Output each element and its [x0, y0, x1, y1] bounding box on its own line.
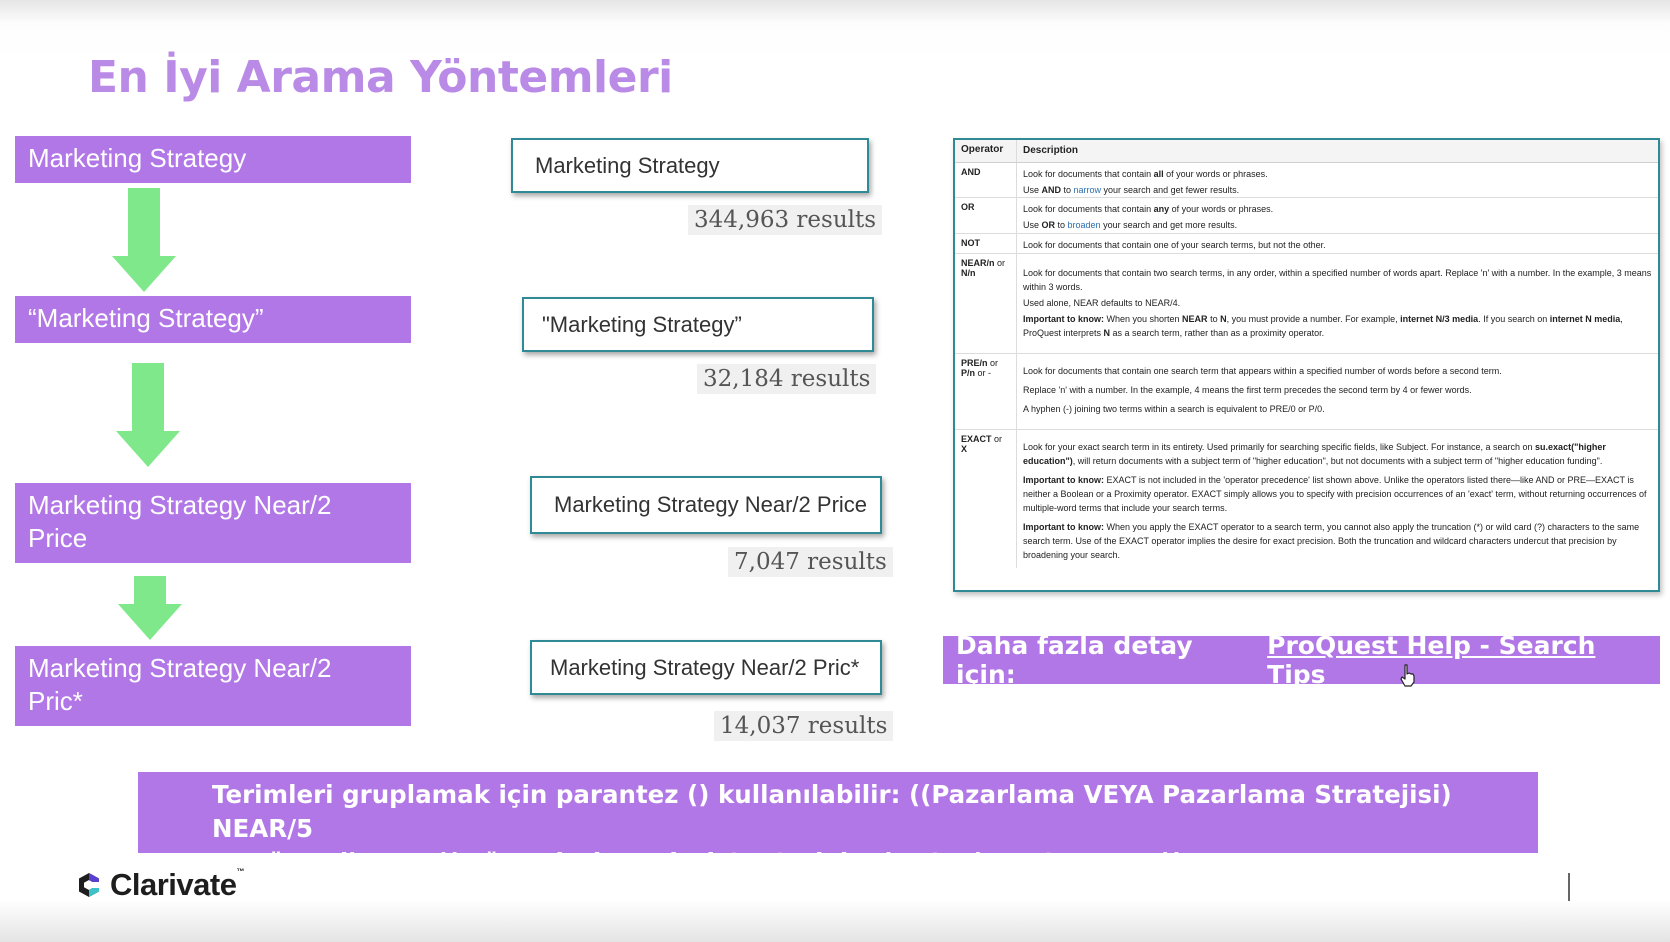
text: all: [1153, 169, 1164, 179]
table-row-pre: [955, 354, 1658, 430]
text: Look for documents that contain one of your search terms, but not the other.: [1023, 240, 1326, 250]
text: internet N/3 media: [1400, 314, 1479, 324]
description-and: [1017, 163, 1658, 197]
text: to: [1055, 220, 1068, 230]
results-count-1: 344,963 results: [688, 205, 882, 235]
text: to: [1061, 185, 1074, 195]
text: EXACT: [961, 434, 992, 444]
clarivate-wordmark: [110, 867, 244, 903]
down-arrow-icon: [118, 576, 182, 640]
text: of your words or phrases.: [1169, 204, 1274, 214]
text: of your words or phrases.: [1163, 169, 1268, 179]
operator-table: [953, 138, 1660, 592]
text: When you apply the EXACT operator to a search term, you cannot also apply the truncation (*) or wild card (?) characters to the same search term. Use of the EXACT operator implies the desire for exact precision. Both the truncation and wildcard characters undercut that precision by broadening your search.: [1023, 522, 1640, 560]
text: your search and get more results.: [1100, 220, 1238, 230]
text: N: [1220, 314, 1227, 324]
text: X: [961, 444, 968, 454]
detail-prefix: Daha fazla detay için:: [956, 631, 1193, 689]
step-box-3: [15, 483, 411, 563]
step-4-line1: Marketing Strategy Near/2: [28, 653, 332, 683]
description-exact: [1017, 430, 1658, 568]
operator-near: [955, 254, 1017, 353]
search-query-2: "Marketing Strategy”: [542, 311, 742, 337]
text: or: [994, 258, 1006, 268]
step-box-1: [15, 136, 411, 183]
divider-line: [1568, 873, 1570, 901]
logo-name: Clarivate: [110, 867, 237, 902]
text: or: [991, 434, 1003, 444]
results-count-2: 32,184 results: [697, 364, 876, 394]
search-box-2: [522, 297, 874, 352]
search-query-3: Marketing Strategy Near/2 Price: [554, 492, 868, 517]
text: your search and get fewer results.: [1101, 185, 1240, 195]
table-row-near: [955, 254, 1658, 354]
step-box-2: [15, 296, 411, 343]
text: PRE/n: [961, 358, 988, 368]
text: Look for documents that contain: [1023, 204, 1154, 214]
text: N: [1103, 328, 1111, 338]
search-box-1: [511, 138, 869, 193]
operator-exact: [955, 430, 1017, 568]
text: , will return documents with a subject term of "higher education", but not documents with a subject term of "higher education funding".: [1072, 456, 1603, 466]
slide-title: En İyi Arama Yöntemleri: [88, 52, 673, 103]
text: . If you search on: [1478, 314, 1550, 324]
results-count-4: 14,037 results: [714, 711, 893, 741]
down-arrow-icon: [116, 363, 180, 467]
text: any: [1153, 204, 1170, 214]
text: A hyphen (-) joining two terms within a search is equivalent to PRE/0 or P/0.: [1023, 404, 1325, 414]
operator-not: NOT: [955, 234, 1017, 253]
table-header: [955, 140, 1658, 163]
operator-pre: [955, 354, 1017, 429]
text: Look for documents that contain one search term that appears within a specified number of words before a second term.: [1023, 366, 1502, 376]
table-row-exact: [955, 430, 1658, 568]
text: , ProQuest interprets: [1023, 314, 1623, 338]
banner-line-2: Müşteri) AND ((Müşteri Hizmetleri OR Sadakat) NOT (Kar OR Zarar)): [243, 848, 1184, 877]
clarivate-mark-icon: [74, 870, 104, 900]
text: N/n: [961, 268, 976, 278]
text: internet N media: [1549, 314, 1621, 324]
table-row-and: [955, 163, 1658, 198]
text: Look for documents that contain: [1023, 169, 1154, 179]
text: Replace 'n' with a number. In the example, 4 means the first term precedes the second term by 4 or fewer words.: [1023, 385, 1472, 395]
step-1-line1: Marketing Strategy: [28, 143, 247, 173]
text: Important to know:: [1023, 314, 1104, 324]
clarivate-logo: [74, 867, 244, 903]
search-query-1: Marketing Strategy: [535, 152, 720, 178]
text: or -: [975, 368, 992, 378]
description-near: [1017, 254, 1658, 353]
step-4-line2: Pric*: [28, 686, 83, 716]
text: Use: [1023, 220, 1042, 230]
operator-or: OR: [955, 198, 1017, 233]
text: AND: [1041, 185, 1062, 195]
narrow-link[interactable]: narrow: [1073, 185, 1102, 195]
description-pre: [1017, 354, 1658, 429]
description-or: [1017, 198, 1658, 233]
header-operator: Operator: [955, 140, 1017, 162]
operator-and: AND: [955, 163, 1017, 197]
text: su.exact("higher education"): [1023, 442, 1606, 466]
broaden-link[interactable]: broaden: [1067, 220, 1101, 230]
banner-line-1: Terimleri gruplamak için parantez () kullanılabilir: ((Pazarlama VEYA Pazarlama Stratejisi) NEAR/5: [212, 780, 1452, 843]
text: Used alone, NEAR defaults to NEAR/4.: [1023, 298, 1181, 308]
down-arrow-icon: [112, 188, 176, 292]
text: , you must provide a number. For example,: [1226, 314, 1401, 324]
description-not: [1017, 234, 1658, 253]
text: Important to know:: [1023, 522, 1104, 532]
step-3-line1: Marketing Strategy Near/2: [28, 490, 332, 520]
proquest-help-link[interactable]: ProQuest Help - Search Tips: [1267, 631, 1596, 689]
text: NEAR: [1182, 314, 1208, 324]
text: to: [1207, 314, 1221, 324]
hand-cursor-icon: [1399, 664, 1417, 688]
text: OR: [1041, 220, 1056, 230]
step-3-line2: Price: [28, 523, 88, 553]
text: NEAR/n: [961, 258, 995, 268]
text: Use: [1023, 185, 1042, 195]
table-row-or: [955, 198, 1658, 234]
detail-bar: [943, 631, 1660, 689]
search-query-4: Marketing Strategy Near/2 Pric*: [550, 654, 860, 680]
text: Look for documents that contain two search terms, in any order, within a specified number of words apart. Replace 'n' with a number. In the example, 3 means within 3 words.: [1023, 268, 1652, 292]
text: Important to know:: [1023, 475, 1104, 485]
text: When you shorten: [1104, 314, 1183, 324]
header-description: Description: [1023, 145, 1079, 156]
search-box-4: [530, 640, 882, 695]
text: P/n: [961, 368, 976, 378]
step-box-4: [15, 646, 411, 726]
text: as a search term, rather than as a proximity operator.: [1110, 328, 1325, 338]
step-2-line1: “Marketing Strategy”: [28, 303, 264, 333]
table-row-not: [955, 234, 1658, 254]
text: or: [987, 358, 999, 368]
logo-tm: ™: [236, 867, 244, 876]
text: Look for your exact search term in its entirety. Used primarily for searching specific fields, like Subject. For instance, a search on: [1023, 442, 1536, 452]
text: EXACT is not included in the 'operator precedence' list shown above. Unlike the operators listed there—like AND or PRE—EXACT is neither a Boolean or a Proximity operator. EXACT simply allows you to specify with precision occurrences of an 'exact' term, without returning occurrences of multiple-word terms that include your search terms.: [1023, 475, 1647, 513]
search-box-3: [530, 476, 882, 534]
results-count-3: 7,047 results: [728, 547, 893, 577]
